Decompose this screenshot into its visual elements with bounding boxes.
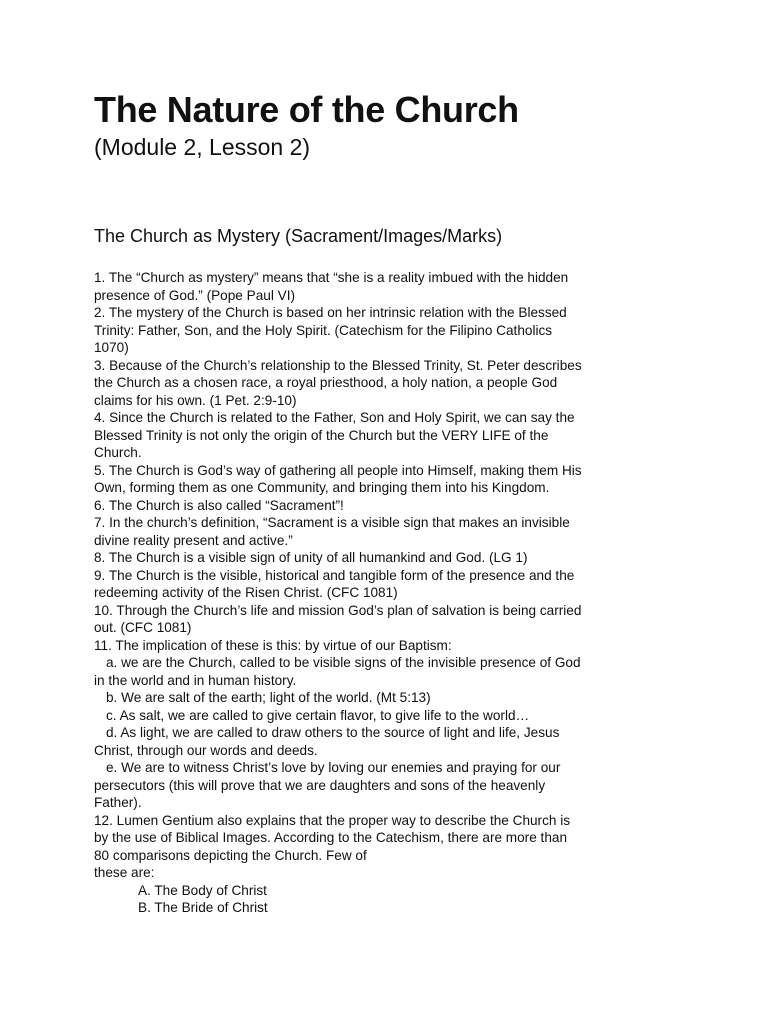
text-line: redeeming activity of the Risen Christ. (CFC 1081) <box>94 585 398 600</box>
document-page <box>94 88 684 917</box>
text-line: the Church as a chosen race, a royal priesthood, a holy nation, a people God <box>94 375 558 390</box>
text-line: 4. Since the Church is related to the Father, Son and Holy Spirit, we can say the <box>94 410 575 425</box>
text-line: Church. <box>94 445 142 460</box>
text-line: 80 comparisons depicting the Church. Few of <box>94 847 367 863</box>
document-title: The Nature of the Church <box>94 89 519 130</box>
text-line: Father). <box>94 795 142 810</box>
section-heading: The Church as Mystery (Sacrament/Images/Marks) <box>94 226 503 246</box>
text-line: 12. Lumen Gentium also explains that the proper way to describe the Church is <box>94 812 571 828</box>
text-line: 7. In the church’s definition, “Sacrament is a visible sign that makes an invisible <box>94 515 570 530</box>
text-line: d. As light, we are called to draw others to the source of light and life, Jesus <box>106 725 560 740</box>
text-line: a. we are the Church, called to be visible signs of the invisible presence of God <box>106 655 581 670</box>
text-line: presence of God.” (Pope Paul VI) <box>94 287 295 303</box>
text-line: these are: <box>94 865 155 880</box>
text-line: 11. The implication of these is this: by virtue of our Baptism: <box>94 637 452 653</box>
text-line: out. (CFC 1081) <box>94 620 192 635</box>
text-line: in the world and in human history. <box>94 672 297 688</box>
document-subtitle: (Module 2, Lesson 2) <box>94 134 311 160</box>
text-line: e. We are to witness Christ’s love by loving our enemies and praying for our <box>106 760 561 775</box>
text-line: by the use of Biblical Images. According to the Catechism, there are more than <box>94 830 568 845</box>
text-line: 6. The Church is also called “Sacrament”! <box>94 497 344 513</box>
text-line: Blessed Trinity is not only the origin of the Church but the VERY LIFE of the <box>94 427 549 443</box>
text-line: 1. The “Church as mystery” means that “she is a reality imbued with the hidden <box>94 270 569 285</box>
text-line: divine reality present and active.” <box>94 532 293 548</box>
text-line: B. The Bride of Christ <box>138 900 268 915</box>
text-line: 9. The Church is the visible, historical and tangible form of the presence and the <box>94 567 575 583</box>
body-text <box>94 269 684 917</box>
text-line: A. The Body of Christ <box>138 882 267 898</box>
text-line: 3. Because of the Church’s relationship to the Blessed Trinity, St. Peter describes <box>94 357 582 373</box>
text-line: 2. The mystery of the Church is based on her intrinsic relation with the Blessed <box>94 305 567 320</box>
text-line: 8. The Church is a visible sign of unity of all humankind and God. (LG 1) <box>94 550 528 565</box>
text-line: persecutors (this will prove that we are daughters and sons of the heavenly <box>94 777 546 793</box>
text-line: Trinity: Father, Son, and the Holy Spirit. (Catechism for the Filipino Catholics <box>94 322 553 338</box>
text-line: c. As salt, we are called to give certain flavor, to give life to the world… <box>106 707 530 723</box>
text-line: Own, forming them as one Community, and bringing them into his Kingdom. <box>94 480 550 495</box>
text-line: 5. The Church is God’s way of gathering all people into Himself, making them His <box>94 462 582 478</box>
text-line: 1070) <box>94 340 129 355</box>
text-line: b. We are salt of the earth; light of the world. (Mt 5:13) <box>106 690 431 705</box>
text-line: 10. Through the Church’s life and mission God’s plan of salvation is being carried <box>94 602 582 618</box>
text-line: claims for his own. (1 Pet. 2:9-10) <box>94 392 297 408</box>
text-line: Christ, through our words and deeds. <box>94 742 318 758</box>
